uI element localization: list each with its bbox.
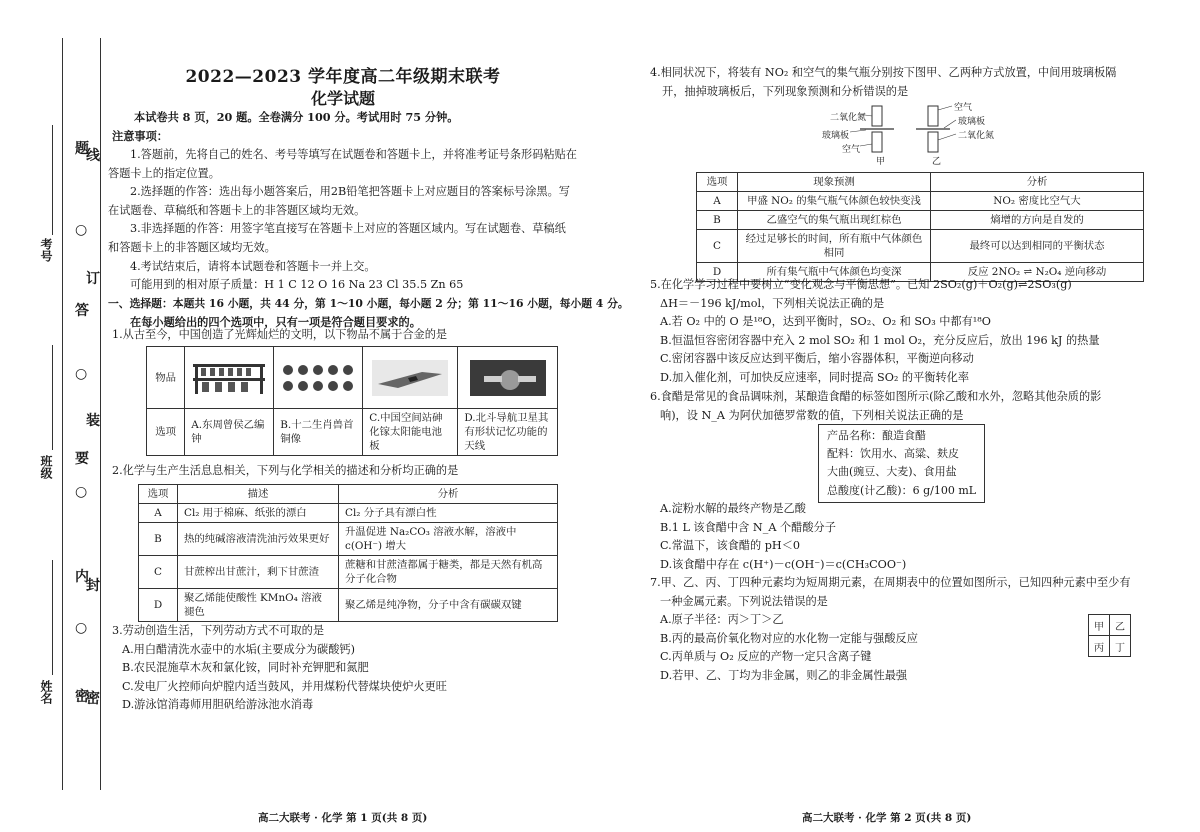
q4-header: 分析	[931, 173, 1144, 192]
q5-option-c: C.密闭容器中该反应达到平衡后，缩小容器体积，平衡逆向移动	[660, 352, 974, 366]
notice-line: 在试题卷、草稿纸和答题卡上的非答题区域均无效。	[108, 203, 366, 217]
q2-table	[138, 484, 558, 622]
grid-cell-yi: 乙	[1110, 615, 1131, 636]
page-2-footer: 高二大联考 · 化学 第 2 页(共 8 页)	[802, 812, 972, 824]
label-xingming: 姓名	[39, 680, 53, 704]
q2-cell: 热的纯碱溶液清洗油污效果更好	[178, 523, 339, 556]
q3-option-b: B.农民混施草木灰和氯化铵，同时补充钾肥和氮肥	[122, 661, 369, 675]
q2-cell: Cl₂ 分子具有漂白性	[339, 504, 558, 523]
col1-circle: ○	[75, 484, 88, 500]
q4-header: 选项	[697, 173, 738, 192]
q5-option-b: B.恒温恒容密闭容器中充入 2 mol SO₂ 和 1 mol O₂，充分反应后，放出 196 kJ 的热量	[660, 333, 1100, 347]
solar-panel-image	[372, 360, 448, 396]
q2-cell: D	[139, 589, 178, 622]
binding-line-outer	[62, 38, 63, 790]
vinegar-label-line: 配料：饮用水、高粱、麸皮	[827, 447, 959, 461]
fig-label-jia: 甲	[876, 157, 886, 167]
fig-label-r1: 空气	[954, 103, 973, 113]
q6-option-b: B.1 L 该食醋中含 N_A 个醋酸分子	[660, 520, 836, 534]
q2-cell: 聚乙烯能使酸性 KMnO₄ 溶液褪色	[178, 589, 339, 622]
q7-option-a: A.原子半径：丙＞丁＞乙	[660, 613, 784, 627]
col1-circle: ○	[75, 620, 88, 636]
q4-cell: NO₂ 密度比空气大	[931, 192, 1144, 211]
section-note: 在每小题给出的四个选项中，只有一项是符合题目要求的。	[130, 315, 421, 330]
q2-cell: 升温促进 Na₂CO₃ 溶液水解，溶液中 c(OH⁻) 增大	[339, 523, 558, 556]
banji-blank	[52, 345, 53, 450]
q4-cell: 反应 2NO₂ ⇌ N₂O₄ 逆向移动	[931, 263, 1144, 282]
vinegar-label-line: 总酸度(计乙酸)：6 g/100 mL	[827, 483, 977, 497]
q2-header: 分析	[339, 485, 558, 504]
q3-block	[112, 622, 447, 715]
notice-line: 4.考试结束后，请将本试题卷和答题卡一并上交。	[130, 259, 376, 273]
col1-circle: ○	[75, 222, 88, 238]
col1-char: 密	[75, 689, 89, 705]
q5-option-d: D.加入催化剂，可加快反应速率，同时提高 SO₂ 的平衡转化率	[660, 370, 970, 384]
exam-intro: 本试卷共 8 页，20 题。全卷满分 100 分。考试用时 75 分钟。	[134, 110, 459, 124]
q3-stem: 3.劳动创造生活，下列劳动方式不可取的是	[112, 624, 325, 637]
xingming-blank	[52, 560, 53, 675]
q5-block	[650, 276, 1100, 388]
atomic-masses: 可能用到的相对原子质量：H 1 C 12 O 16 Na 23 Cl 35.5 Zn 65	[130, 278, 464, 292]
q1-table	[146, 346, 558, 456]
col1-char: 题	[75, 141, 89, 157]
q3-option-a: A.用白醋清洗水壶中的水垢(主要成分为碳酸钙)	[122, 642, 355, 656]
fig-label-l3: 空气	[842, 145, 861, 155]
q2-cell: Cl₂ 用于棉麻、纸张的漂白	[178, 504, 339, 523]
q3-option-c: C.发电厂火控师向炉膛内适当鼓风，并用煤粉代替煤块使炉火更旺	[122, 679, 447, 693]
q4-stem-line1: 4.相同状况下，将装有 NO₂ 和空气的集气瓶分别按下图甲、乙两种方式放置，中间用玻璃板隔	[650, 66, 1117, 79]
fig-label-r2: 玻璃板	[958, 117, 986, 127]
q4-cell: 最终可以达到相同的平衡状态	[931, 230, 1144, 263]
q7-option-d: D.若甲、乙、丁均为非金属，则乙的非金属性最强	[660, 668, 908, 682]
grid-cell-ding: 丁	[1110, 636, 1131, 657]
q5-option-a: A.若 O₂ 中的 O 是¹⁸O，达到平衡时，SO₂、O₂ 和 SO₃ 中都有¹⁸O	[660, 315, 991, 329]
fig-label-l1: 二氧化氮	[830, 113, 867, 123]
q1-option: C.中国空间站砷化镓太阳能电池板	[363, 409, 458, 456]
col2-char: 装	[86, 413, 100, 429]
periodic-grid	[1088, 614, 1131, 657]
q2-cell: B	[139, 523, 178, 556]
page-1-footer: 高二大联考 · 化学 第 1 页(共 8 页)	[258, 812, 428, 824]
q4-table	[696, 172, 1144, 282]
notice-line: 和答题卡上的非答题区域均无效。	[108, 240, 276, 254]
q6-option-a: A.淀粉水解的最终产物是乙酸	[660, 502, 806, 515]
q4-stem-line2: 开，抽掉玻璃板后，下列现象预测和分析错误的是	[662, 85, 909, 98]
q1-option: B.十二生肖兽首铜像	[274, 409, 363, 456]
q6-stem-line2: 响)，设 N_A 为阿伏加德罗常数的值，下列相关说法正确的是	[660, 409, 964, 422]
q4-header: 现象预测	[738, 173, 931, 192]
q1-image-d	[458, 347, 558, 409]
q4-cell: 甲盛 NO₂ 的集气瓶气体颜色较快变浅	[738, 192, 931, 211]
kaohao-blank	[52, 125, 53, 235]
q4-cell: D	[697, 263, 738, 282]
col2-char: 订	[86, 271, 100, 287]
q1-option: A.东周曾侯乙编钟	[185, 409, 274, 456]
q3-option-d: D.游泳馆消毒师用胆矾给游泳池水消毒	[122, 698, 314, 712]
col1-char: 内	[75, 569, 89, 585]
q1-image-a	[185, 347, 274, 409]
zodiac-heads-image	[280, 360, 356, 396]
q2-cell: 聚乙烯是纯净物，分子中含有碳碳双键	[339, 589, 558, 622]
notice-line: 2.选择题的作答：选出每小题答案后，用2B铅笔把答题卡上对应题目的答案标号涂黑。写	[130, 185, 570, 199]
q1-row-label: 物品	[147, 347, 185, 409]
fig-label-yi: 乙	[932, 157, 942, 167]
q1-stem: 1.从古至今，中国创造了光辉灿烂的文明，以下物品不属于合金的是	[112, 328, 448, 341]
notice-line: 答题卡上的指定位置。	[108, 166, 220, 180]
q1-row-label: 选项	[147, 409, 185, 456]
q6-stem-line1: 6.食醋是常见的食品调味剂，某酿造食醋的标签如图所示(除乙酸和水外，忽略其他杂质的影	[650, 390, 1102, 403]
notice-list	[108, 146, 629, 332]
grid-cell-bing: 丙	[1089, 636, 1110, 657]
q6-options	[650, 500, 906, 574]
q2-cell: 蔗糖和甘蔗渣都属于糖类，都是天然有机高分子化合物	[339, 556, 558, 589]
q4-cell: A	[697, 192, 738, 211]
q1-image-c	[363, 347, 458, 409]
q2-cell: C	[139, 556, 178, 589]
fig-label-r3: 二氧化氮	[958, 131, 995, 141]
q4-cell: 熵增的方向是自发的	[931, 211, 1144, 230]
q4-cell: 所有集气瓶中气体颜色均变深	[738, 263, 931, 282]
q6-option-c: C.常温下，该食醋的 pH＜0	[660, 539, 800, 553]
q7-stem-line1: 7.甲、乙、丙、丁四种元素均为短周期元素，在周期表中的位置如图所示，已知四种元素中至少有	[650, 576, 1131, 589]
q7-option-b: B.丙的最高价氧化物对应的水化物一定能与强酸反应	[660, 631, 918, 645]
vinegar-label-line: 大曲(豌豆、大麦)、食用盐	[827, 465, 957, 479]
page-title: 2022—2023 学年度高二年级期末联考	[185, 67, 501, 87]
q4-cell: 乙盛空气的集气瓶出现红棕色	[738, 211, 931, 230]
q7-option-c: C.丙单质与 O₂ 反应的产物一定只含离子键	[660, 650, 872, 664]
q1-option: D.北斗导航卫星其有形状记忆功能的天线	[458, 409, 558, 456]
col2-char: 封	[86, 578, 100, 594]
fig-label-l2: 玻璃板	[822, 131, 850, 141]
bianzhong-image	[191, 360, 267, 396]
notice-heading: 注意事项：	[112, 129, 168, 143]
notice-line: 1.答题前，先将自己的姓名、考号等填写在试题卷和答题卡上，并将准考证号条形码粘贴在	[130, 148, 577, 161]
vinegar-label	[818, 424, 985, 503]
q4-cell: 经过足够长的时间，所有瓶中气体颜色相同	[738, 230, 931, 263]
q5-stem-line2: ΔH＝－196 kJ/mol，下列相关说法正确的是	[660, 296, 885, 310]
col2-char: 密	[86, 691, 100, 707]
q6-option-d: D.该食醋中存在 c(H⁺)－c(OH⁻)＝c(CH₃COO⁻)	[660, 557, 907, 571]
satellite-image	[470, 360, 546, 396]
vinegar-label-line: 产品名称：酿造食醋	[827, 429, 926, 442]
q1-image-b	[274, 347, 363, 409]
section-heading: 一、选择题：本题共 16 小题，共 44 分，第 1～10 小题，每小题 2 分；第 11～16 小题，每小题 4 分。	[108, 296, 629, 310]
page-subtitle: 化学试题	[310, 89, 375, 108]
col1-char: 答	[75, 303, 89, 319]
col1-char: 要	[75, 451, 89, 467]
q7-stem-line2: 一种金属元素。下列说法错误的是	[660, 594, 828, 608]
q2-cell: A	[139, 504, 178, 523]
q4-cell: C	[697, 230, 738, 263]
q5-stem-line1: 5.在化学学习过程中要树立“变化观念与平衡思想”。已知 2SO₂(g)＋O₂(g)⇌2SO₃(g)	[650, 278, 1072, 291]
col2-char: 线	[86, 148, 100, 164]
grid-cell-jia: 甲	[1089, 615, 1110, 636]
q2-stem: 2.化学与生产生活息息相关，下列与化学相关的描述和分析均正确的是	[112, 464, 459, 477]
binding-line-inner	[100, 38, 101, 790]
col1-circle: ○	[75, 366, 88, 382]
q7-block	[650, 574, 1131, 686]
label-banji: 班级	[39, 455, 53, 479]
notice-line: 3.非选择题的作答：用签字笔直接写在答题卡上对应的答题区域内。写在试题卷、草稿纸	[130, 222, 566, 236]
q2-cell: 甘蔗榨出甘蔗汁，剩下甘蔗渣	[178, 556, 339, 589]
q4-cell: B	[697, 211, 738, 230]
q2-header: 选项	[139, 485, 178, 504]
q2-header: 描述	[178, 485, 339, 504]
label-kaohao: 考号	[39, 238, 53, 262]
